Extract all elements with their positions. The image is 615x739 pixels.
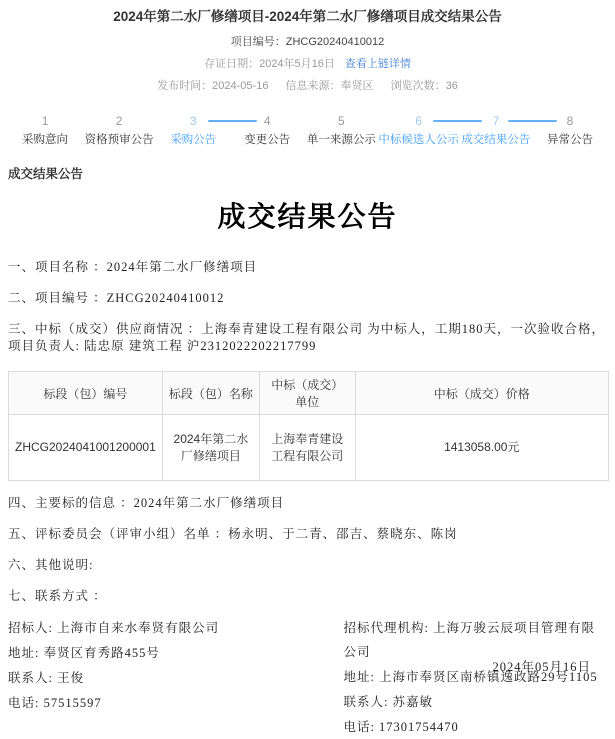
step-number: 3 <box>189 114 197 128</box>
view-count-label: 浏览次数： <box>390 80 446 92</box>
bidder-phone: 电话: 57515597 <box>8 696 102 710</box>
project-number-line <box>8 33 607 49</box>
step-connector <box>508 120 557 122</box>
section-winning-supplier: 三、中标（成交）供应商情况 ：上海奉青建设工程有限公司 为中标人，工期180天，一次验收合格，项目负责人: 陆忠原 建筑工程 沪2312022202217799 <box>8 322 606 353</box>
section-subject-info: 四、主要标的信息 ：2024年第二水厂修缮项目 <box>8 496 285 510</box>
section-other-notes: 六、其他说明: <box>8 558 94 572</box>
project-number-value: ZHCG20240410012 <box>285 36 385 48</box>
page-title: 2024年第二水厂修缮项目-2024年第二水厂修缮项目成交结果公告 <box>113 9 502 24</box>
step-connector <box>433 120 482 122</box>
col-header-winner-unit: 中标（成交）单位 <box>260 372 356 415</box>
step-label: 成交结果公告 <box>461 134 531 146</box>
publish-time-value: 2024-05-16 <box>212 80 269 92</box>
cert-date-label: 存证日期： <box>204 58 260 70</box>
project-number-label: 项目编号： <box>230 36 286 48</box>
cert-date-value: 2024年5月16日 <box>259 58 335 70</box>
col-header-lot-name: 标段（包）名称 <box>162 372 259 415</box>
agency-address: 地址: 上海市奉贤区南桥镇逸政路29号1105 <box>343 670 598 684</box>
cell-winner-unit: 上海奉青建设工程有限公司 <box>260 415 356 481</box>
step-label: 资格预审公告 <box>84 134 154 146</box>
announcement-date: 2024年05月16日 <box>492 660 591 674</box>
step-prequalification-notice[interactable] <box>82 115 156 147</box>
step-label: 采购意向 <box>22 134 69 146</box>
step-number: 7 <box>492 114 500 128</box>
step-purchase-intent[interactable] <box>8 115 82 147</box>
cell-lot-number: ZHCG2024041001200001 <box>9 415 163 481</box>
step-label: 变更公告 <box>244 134 291 146</box>
agency-name: 招标代理机构: 上海万骏云辰项目管理有限公司 <box>343 621 596 659</box>
bidder-address: 地址: 奉贤区育秀路455号 <box>8 646 160 660</box>
agency-contact <box>343 615 607 739</box>
step-number: 8 <box>566 114 574 128</box>
cert-date-line <box>8 55 607 71</box>
bidder-name: 招标人: 上海市自来水奉贤有限公司 <box>8 621 220 635</box>
contact-block <box>8 615 607 739</box>
publish-info-line <box>8 77 607 93</box>
bidder-contact <box>8 615 343 739</box>
agency-phone: 电话: 17301754470 <box>343 720 459 734</box>
step-number: 2 <box>115 114 123 128</box>
view-chain-link[interactable]: 查看上链详情 <box>344 58 411 70</box>
view-count-value: 36 <box>445 80 458 92</box>
award-result-table <box>8 371 609 481</box>
step-label: 采购公告 <box>170 134 217 146</box>
cell-winner-price: 1413058.00元 <box>355 415 608 481</box>
step-number: 1 <box>41 114 49 128</box>
step-label: 单一来源公示 <box>306 134 376 146</box>
agency-person: 联系人: 苏嘉敏 <box>343 695 434 709</box>
section-project-number: 二、项目编号 ：ZHCG20240410012 <box>8 291 225 305</box>
table-header-row <box>9 372 609 415</box>
step-number: 4 <box>263 114 271 128</box>
info-source-label: 信息来源： <box>285 80 341 92</box>
section-contact-heading: 七、联系方式 ： <box>8 589 107 603</box>
step-connector <box>208 120 257 122</box>
section-evaluation-committee: 五、评标委员会（评审小组）名单 ：杨永明、于二青、邵吉、蔡晓东、陈岗 <box>8 527 458 541</box>
info-source-value: 奉贤区 <box>340 80 374 92</box>
table-row <box>9 415 609 481</box>
cell-lot-name: 2024年第二水厂修缮项目 <box>162 415 259 481</box>
step-number: 5 <box>338 114 345 128</box>
step-label: 异常公告 <box>547 134 593 146</box>
step-single-source-notice[interactable] <box>304 115 378 147</box>
publish-time-label: 发布时间： <box>157 80 213 92</box>
step-label: 中标候选人公示 <box>378 134 459 146</box>
current-section-tag: 成交结果公告 <box>8 167 84 181</box>
section-project-name: 一、项目名称 ：2024年第二水厂修缮项目 <box>8 260 258 274</box>
bidder-person: 联系人: 王俊 <box>8 671 85 685</box>
col-header-winner-price: 中标（成交）价格 <box>355 372 608 415</box>
step-number: 6 <box>415 114 422 128</box>
announcement-title: 成交结果公告 <box>217 201 398 232</box>
col-header-lot-number: 标段（包）编号 <box>9 372 163 415</box>
procurement-step-bar <box>8 115 607 147</box>
